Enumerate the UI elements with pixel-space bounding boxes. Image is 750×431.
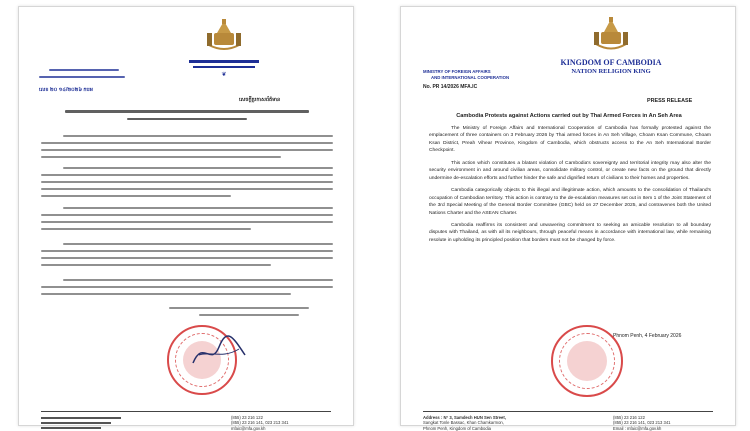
khmer-signature xyxy=(189,333,249,373)
footer-fax: (855) 23 216 141, 023 213 341 xyxy=(613,420,671,426)
khmer-headline xyxy=(65,110,309,125)
reference-number: No. PR 14/2026 MFA.IC xyxy=(423,84,478,91)
press-release-body xyxy=(429,125,711,249)
khmer-press-release-page xyxy=(18,6,354,431)
ministry-block xyxy=(423,69,509,90)
khmer-doc-type: សេចក្តីប្រកាសព័ត៌មាន xyxy=(239,97,281,103)
royal-crest-icon xyxy=(551,17,671,53)
khmer-ref-no: លេខ ២០ ១៤/២០២៦ កបអ xyxy=(39,87,93,93)
footer-phone: (855) 23 216 122 xyxy=(613,415,645,420)
khmer-ministry-header xyxy=(39,69,129,83)
kingdom-header xyxy=(551,17,671,75)
body-paragraph-3: Cambodia categorically objects to this illegal and illegitimate action, which amounts to the consolidation of Thailand's occupation of Cambodian territory. This action is contrary to the de-escalation measures set out in Item 1 of the Joint Statement of the 3rd Special Meeting of the General Border Committee (GBC) held on 27 December 2025, and contravenes both the United Nations Charter and the ASEAN Charter. xyxy=(429,188,711,216)
footer-address-line2: Sangkat Tonle Bassac, Khan Chamkarmon, xyxy=(423,420,504,426)
ministry-name-line2: AND INTERNATIONAL COOPERATION xyxy=(431,74,510,80)
footer-email: Email : mfaic@mfa.gov.kh xyxy=(613,425,662,431)
khmer-paragraph-2 xyxy=(41,167,333,202)
body-paragraph-2: This action which constitutes a blatant violation of Cambodia's sovereignty and territorial integrity may also alter the security environment in and around civilian areas, consolidate military control, or create new facts on the ground that directly undermine de-escalation efforts and further hinder the safe and dignified return of civilians to their homes and properties. xyxy=(429,160,711,181)
kingdom-motto: NATION RELIGION KING xyxy=(571,68,651,75)
press-release-label: PRESS RELEASE xyxy=(647,98,693,104)
khmer-date-lines xyxy=(169,307,309,321)
headline: Cambodia Protests against Actions carried out by Thai Armed Forces in An Seh Area xyxy=(456,113,682,119)
kingdom-title: KINGDOM OF CAMBODIA xyxy=(560,58,662,67)
ministry-name-line1: MINISTRY OF FOREIGN AFFAIRS xyxy=(423,69,491,74)
royal-crest-icon xyxy=(169,19,279,53)
body-paragraph-1: The Ministry of Foreign Affairs and International Cooperation of Cambodia has formally protested against the emplacement of three containers on 3 February 2026 by Thai armed forces in An Seh Village, Choam Ksan Commune, Choam Ksan District, Preah Vihear Province, Kingdom of Cambodia, which obstructs access to the An Seh International Border Checkpoint. xyxy=(429,126,711,154)
body-paragraph-4: Cambodia reaffirms its consistent and unwavering commitment to seeking an amicable resolution to all boundary disputes with Thailand, as with all its neighbours, through peaceful means in accordance with international law, while remaining resolute in upholding its principled position that borders must not be changed by force. xyxy=(429,222,711,243)
khmer-kingdom-header: ❦ xyxy=(169,19,279,78)
footer-address-line3: Phnom Penh, Kingdom of Cambodia xyxy=(423,425,491,431)
english-footer xyxy=(423,411,713,431)
khmer-paragraph-1 xyxy=(41,135,333,163)
footer-address-line1: Address : N° 3, Samdech HUN Sen Street, xyxy=(423,415,506,420)
khmer-footer xyxy=(41,411,331,431)
khmer-paragraph-5 xyxy=(41,279,333,300)
khmer-paragraph-3 xyxy=(41,207,333,235)
place-and-date: Phnom Penh, 4 February 2026 xyxy=(613,333,682,339)
khmer-footer-phone: (855) 23 216 122 xyxy=(231,415,263,420)
khmer-paragraph-4 xyxy=(41,243,333,271)
english-press-release-page xyxy=(400,6,736,431)
khmer-footer-email: mfaic@mfa.gov.kh xyxy=(231,425,266,431)
khmer-footer-fax: (855) 23 216 141, 023 213 341 xyxy=(231,420,289,426)
